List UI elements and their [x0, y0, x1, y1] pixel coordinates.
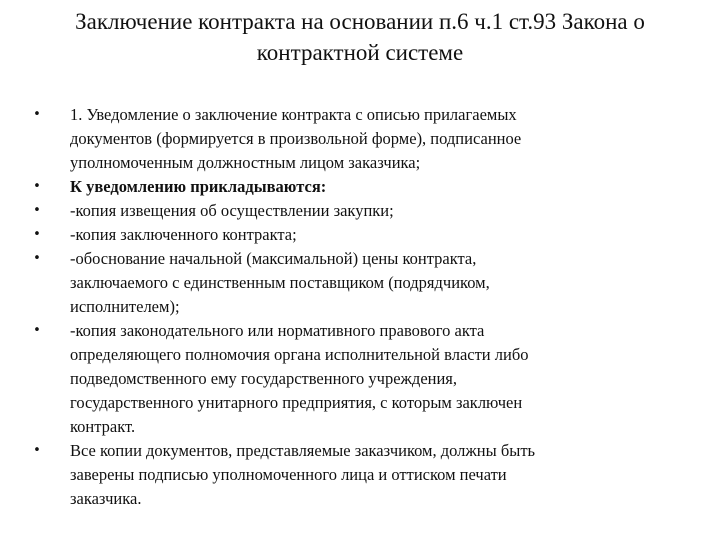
list-item-line: государственного унитарного предприятия, с которым заключен: [70, 393, 523, 412]
list-item: [30, 223, 690, 247]
bullet-icon: •: [33, 443, 41, 458]
bullet-icon: •: [33, 179, 41, 194]
list-item-line: -копия заключенного контракта;: [70, 225, 297, 244]
list-item-line: определяющего полномочия органа исполнительной власти либо: [70, 345, 529, 364]
list-item: [30, 439, 690, 511]
bullet-list: [30, 103, 690, 511]
title-line-1: Заключение контракта на основании п.6 ч.1 ст.93 Закона о: [75, 9, 645, 34]
list-item: [30, 175, 690, 199]
list-item-line: заказчика.: [70, 489, 142, 508]
list-item-line: Все копии документов, представляемые заказчиком, должны быть: [70, 441, 536, 460]
list-item-line: контракт.: [70, 417, 136, 436]
list-item-line: документов (формируется в произвольной форме), подписанное: [70, 129, 522, 148]
list-item: [30, 103, 690, 175]
bullet-icon: •: [33, 203, 41, 218]
bullet-icon: •: [33, 227, 41, 242]
list-item: [30, 199, 690, 223]
page-title: [40, 6, 680, 68]
list-item-line: заключаемого с единственным поставщиком (подрядчиком,: [70, 273, 490, 292]
list-item-line: заверены подписью уполномоченного лица и оттиском печати: [70, 465, 507, 484]
list-item: [30, 247, 690, 319]
list-item: [30, 319, 690, 439]
bullet-icon: •: [33, 251, 41, 266]
list-item-line: -обоснование начальной (максимальной) цены контракта,: [70, 249, 477, 268]
list-item-line: 1. Уведомление о заключение контракта с описью прилагаемых: [70, 105, 517, 124]
list-item-line: -копия извещения об осуществлении закупки;: [70, 201, 394, 220]
bullet-icon: •: [33, 107, 41, 122]
list-item-line: исполнителем);: [70, 297, 180, 316]
list-item-line: подведомственного ему государственного учреждения,: [70, 369, 458, 388]
list-item-heading: К уведомлению прикладываются:: [70, 177, 327, 196]
list-item-line: -копия законодательного или нормативного правового акта: [70, 321, 485, 340]
bullet-icon: •: [33, 323, 41, 338]
list-item-line: уполномоченным должностным лицом заказчика;: [70, 153, 421, 172]
title-line-2: контрактной системе: [256, 40, 464, 65]
